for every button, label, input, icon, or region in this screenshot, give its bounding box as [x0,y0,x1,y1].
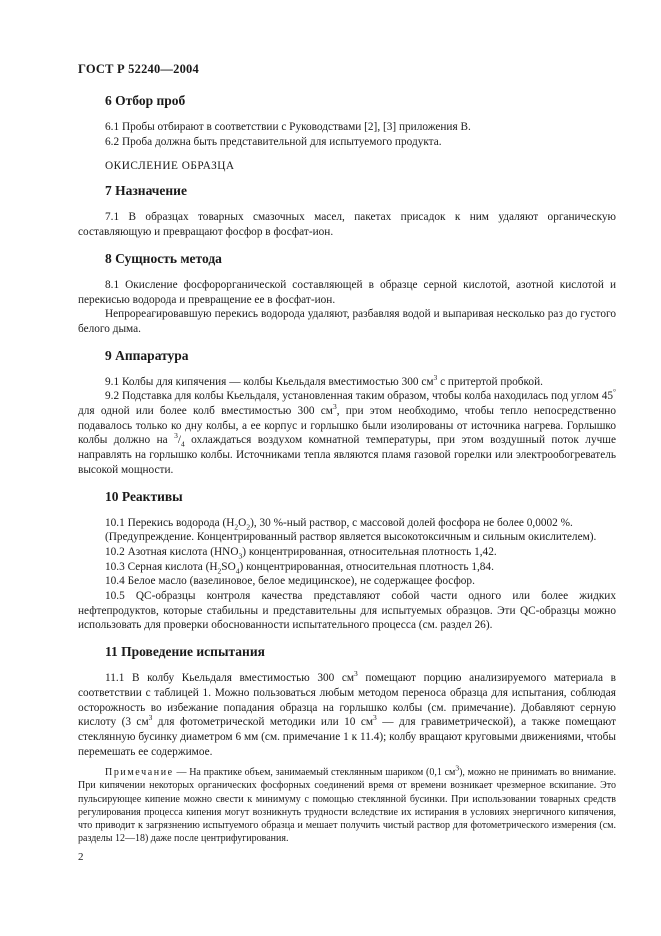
note-label: Примечание [105,767,174,779]
para-11-1: 11.1 В колбу Кьельдаля вместимостью 300 $см^3$ помещают порцию анализируемого материала в соответствии с таблицей 1. Можно пользоваться любым методом переноса образца для испытания, соблюдая осторожность во избежание попадания образца на горлышко колбы (см. примечание). Добавляют серную кислоту (3 $см^3$ для фотометрической методики или 10 $см^3$ — для гравиметрической), а также помещают стеклянную бусинку диаметром 6 мм (см. примечание 1 к 11.4); колбу вращают круговыми движениями, чтобы перемешать ее содержимое. [78,669,617,758]
note-11-1: Примечание — На практике объем, занимаемый стеклянным шариком (0,1 $см^3$), можно не принимать во внимание. При кипячении некоторых органических фосфорных соединений время от времени возникает чрезмерное вскипание. Это пульсирующее кипение можно свести к минимуму с помощью стеклянной бусинки. При использовании товарных средств регулирования процесса кипения могут возникнуть трудности вследствие их истирания в условиях энергичного кипячения, что приводит к загрязнению испытуемого образца и мешает получить чистый раствор для фотометрического измерения (см. разделы 12—18) даже после центрифугирования. [78,764,617,844]
para-10-2: 10.2 Азотная кислота $(HNO_3)$ концентрированная, относительная плотность 1,42. [105,545,497,561]
part-subtitle: ОКИСЛЕНИЕ ОБРАЗЦА [105,160,235,173]
page-number: 2 [78,851,84,863]
para-9-2: 9.2 Подставка для колбы Кьельдаля, установленная таким образом, чтобы колба находилась под углом 45° для одной или более колб вместимостью 300 $см^3$, при этом необходимо, чтобы тепло непосредственно подавалось только ко дну колбы, а ее корпус и горлышко были изолированы от источника нагрева. Горлышко колбы должно на $^3/_4$ охлаждаться воздухом комнатной температуры, при этом воздушный поток лучше направлять на горлышко колбы. Источниками тепла являются пламя газовой горелки или электрообогреватель высокой мощности. [78,387,616,476]
para-8-2: Непрореагировавшую перекись водорода удаляют, разбавляя водой и выпаривая несколько раз до густого белого дыма. [78,308,616,335]
para-8-1: 8.1 Окисление фосфорорганической составляющей в образце серной кислотой, азотной кислотой и перекисью водорода и превращение ее в фосфат-ион. [78,278,616,306]
section-7-title: 7 Назначение [105,183,187,199]
section-10-title: 10 Реактивы [105,488,183,504]
section-11-title: 11 Проведение испытания [105,644,265,660]
para-6-1: 6.1 Пробы отбирают в соответствии с Руководствами [2], [3] приложения В. [105,121,471,133]
para-10-1-warning: (Предупреждение. Концентрированный раствор является высокотоксичным и сильным окислителем). [105,531,597,544]
para-10-1: 10.1 Перекись водорода $(H_2O_2)$, 30 %-ный раствор, с массовой долей фосфора не более 0,0002 %. [105,516,573,531]
section-8-title: 8 Сущность метода [105,250,222,266]
section-6-title: 6 Отбор проб [105,93,186,108]
para-6-2: 6.2 Проба должна быть представительной для испытуемого продукта. [105,135,442,148]
para-7-1: 7.1 В образцах товарных смазочных масел, пакетах присадок к ним удаляют органическую составляющую и превращают фосфор в фосфат-ион. [78,211,616,239]
para-10-5: 10.5 QC-образцы контроля качества представляют собой части одного или более жидких нефтепродуктов, которые стабильны и представительны для испытуемых образцов. Эти QC-образцы можно использовать для проверки обоснованности испытательного процесса (см. раздел 26). [78,590,616,632]
document-header: ГОСТ Р 52240—2004 [78,62,199,76]
section-9-title: 9 Аппаратура [105,347,189,363]
document-page [78,62,616,845]
para-10-4: 10.4 Белое масло (вазелиновое, белое медицинское), не содержащее фосфор. [105,575,475,588]
para-9-1: 9.1 Колбы для кипячения — колбы Кьельдаля вместимостью 300 $см^3$ с притертой пробкой. [105,372,543,388]
para-10-3: 10.3 Серная кислота $(H_2SO_4)$ концентрированная, относительная плотность 1,84. [105,560,494,575]
